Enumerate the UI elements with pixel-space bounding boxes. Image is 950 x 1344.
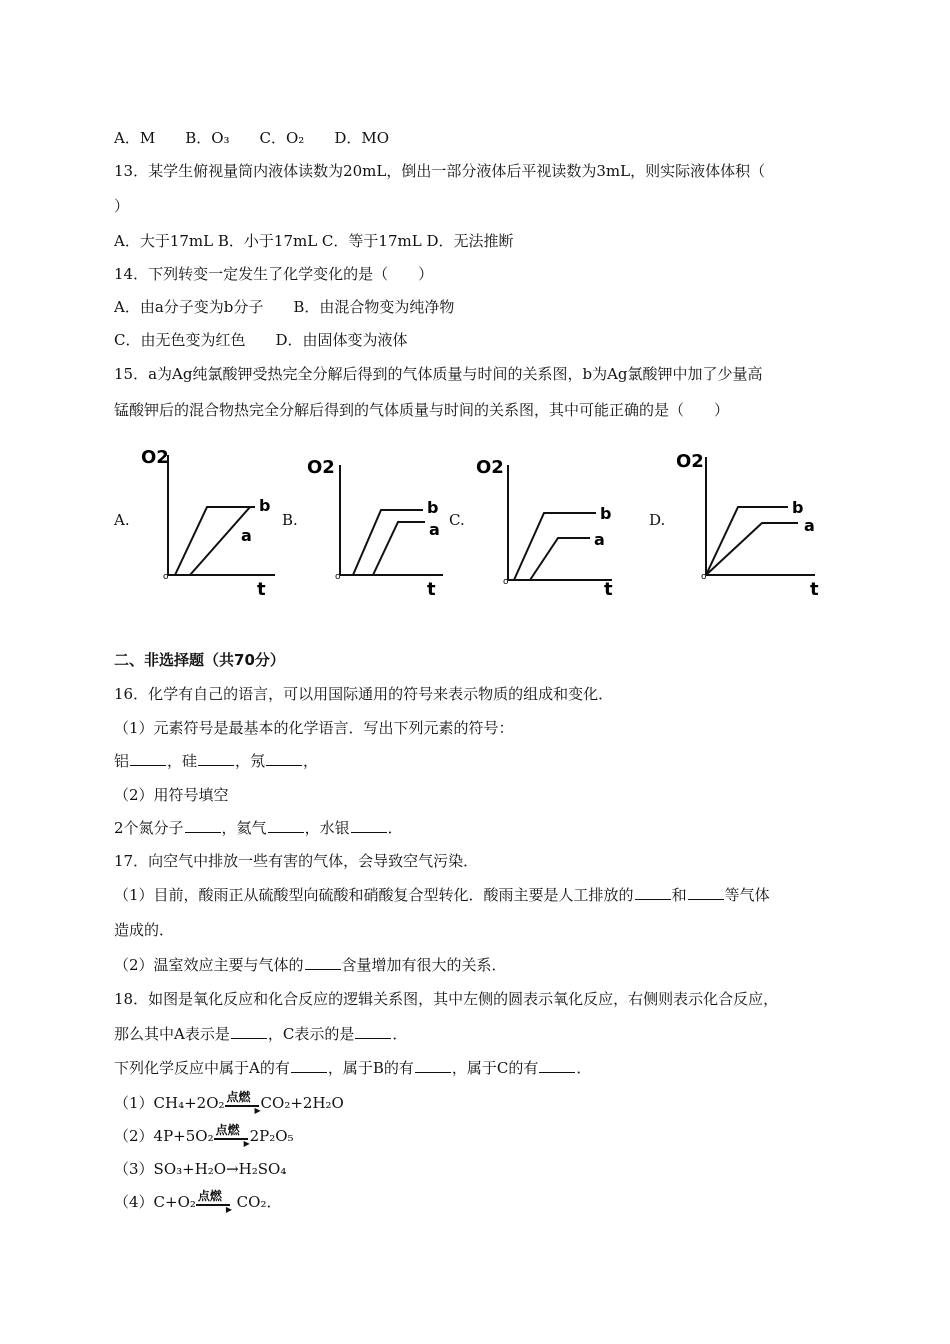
q18-text: ，C表示的是	[267, 1025, 355, 1043]
q18-stem-2	[114, 1024, 407, 1044]
series-b-label: b	[792, 498, 804, 517]
reaction-3: （3）SO₃+H₂O→H₂SO₄	[114, 1160, 287, 1178]
element-ne: ，氖	[235, 752, 266, 770]
origin-label: o	[701, 572, 707, 582]
q15-stem-1: 15．a为Ag纯氯酸钾受热完全分解后得到的气体质量与时间的关系图，b为Ag氯酸钾中加了少量高	[114, 365, 763, 383]
graph-option-d	[670, 435, 825, 600]
q17-p1-text: （1）目前，酸雨正从硫酸型向硫酸和硝酸复合型转化．酸雨主要是人工排放的	[114, 886, 634, 904]
reaction-arrow: 点燃 ▶	[196, 1192, 232, 1212]
origin-label: o	[335, 572, 341, 582]
reaction-1	[114, 1090, 344, 1115]
answer-blank	[355, 1025, 391, 1039]
q18-text: 那么其中A表示是	[114, 1025, 230, 1043]
q17-p2-text: （2）温室效应主要与气体的	[114, 956, 304, 974]
y-axis-label: O2	[476, 457, 504, 478]
answer-blank	[539, 1059, 575, 1073]
reaction-2	[114, 1123, 294, 1148]
series-a-label: a	[804, 516, 815, 535]
q17-p2-text: 含量增加有很大的关系．	[341, 956, 507, 974]
q18-text: 下列化学反应中属于A的有	[114, 1059, 290, 1077]
curve-a	[706, 523, 798, 575]
formula-hg: ，水银	[304, 819, 350, 837]
answer-blank	[268, 819, 304, 833]
x-axis-label: t	[604, 579, 613, 600]
reaction-reactants: （2）4P+5O₂	[114, 1127, 214, 1145]
q16-elements-line	[114, 751, 318, 771]
graph-option-c	[470, 435, 620, 600]
q13-stem: 13．某学生俯视量筒内液体读数为20mL，倒出一部分液体后平视读数为3mL，则实际液体体积（	[114, 162, 766, 180]
q17-p1-text: 和	[671, 886, 687, 904]
punctuation: ，	[303, 752, 319, 770]
formula-n2: 2个氮分子	[114, 819, 184, 837]
q16-formula-line	[114, 818, 403, 838]
series-b-label: b	[600, 504, 612, 523]
q13-options: A．大于17mL B．小于17mL C．等于17mL D．无法推断	[114, 232, 514, 250]
answer-blank	[305, 956, 341, 970]
answer-blank	[635, 886, 671, 900]
x-axis-label: t	[810, 579, 819, 600]
q14-stem: 14．下列转变一定发生了化学变化的是（ ）	[114, 265, 434, 283]
reaction-products: CO₂．	[231, 1193, 282, 1211]
option-d-label: D.	[649, 511, 666, 529]
curve-b	[514, 513, 596, 580]
q18-text: ，属于B的有	[327, 1059, 414, 1077]
y-axis-label: O2	[307, 457, 335, 478]
option-c-label: C.	[449, 511, 465, 529]
q16-part1: （1）元素符号是最基本的化学语言．写出下列元素的符号：	[114, 719, 514, 737]
q17-part1-end: 造成的．	[114, 921, 175, 939]
q17-p1-text: 等气体	[724, 886, 770, 904]
q17-stem: 17．向空气中排放一些有害的气体，会导致空气污染．	[114, 852, 479, 870]
section-title: 二、非选择题（共70分）	[114, 651, 285, 669]
answer-blank	[130, 752, 166, 766]
series-a-label: a	[429, 520, 440, 539]
q14-options-1: A．由a分子变为b分子 B．由混合物变为纯净物	[114, 298, 455, 316]
option-b-label: B.	[282, 511, 298, 529]
q18-stem-3	[114, 1058, 591, 1078]
answer-blank	[231, 1025, 267, 1039]
q18-text: ．	[392, 1025, 408, 1043]
q17-part1	[114, 885, 770, 905]
q18-text: ．	[576, 1059, 592, 1077]
answer-blank	[185, 819, 221, 833]
q17-part2	[114, 955, 507, 975]
reaction-products: CO₂+2H₂O	[260, 1094, 344, 1112]
series-b-label: b	[259, 496, 271, 515]
reaction-products: 2P₂O₅	[249, 1127, 294, 1145]
q12-options: A．M B．O₃ C．O₂ D．MO	[114, 129, 389, 147]
reaction-4	[114, 1189, 282, 1214]
condition-label: 点燃	[215, 1123, 240, 1137]
origin-label: o	[503, 577, 509, 587]
y-axis-label: O2	[141, 447, 169, 468]
series-b-label: b	[427, 498, 439, 517]
series-a-label: a	[594, 530, 605, 549]
x-axis-label: t	[257, 579, 266, 600]
reaction-arrow: 点燃 ▶	[225, 1093, 261, 1113]
q13-stem-end: ）	[114, 197, 130, 215]
reaction-reactants: （1）CH₄+2O₂	[114, 1094, 225, 1112]
answer-blank	[291, 1059, 327, 1073]
curve-a	[373, 522, 425, 575]
formula-he: ，氦气	[221, 819, 267, 837]
condition-label: 点燃	[197, 1189, 222, 1203]
origin-label: o	[163, 572, 169, 582]
answer-blank	[351, 819, 387, 833]
y-axis-label: O2	[676, 451, 704, 472]
q14-options-2: C．由无色变为红色 D．由固体变为液体	[114, 331, 408, 349]
x-axis-label: t	[427, 579, 436, 600]
reaction-arrow: 点燃 ▶	[214, 1126, 250, 1146]
q15-stem-2: 锰酸钾后的混合物热完全分解后得到的气体质量与时间的关系图，其中可能正确的是（ ）	[114, 401, 730, 419]
element-al: 铝	[114, 752, 130, 770]
answer-blank	[266, 752, 302, 766]
q18-stem-1: 18．如图是氧化反应和化合反应的逻辑关系图，其中左侧的圆表示氧化反应，右侧则表示化合反应，	[114, 990, 779, 1008]
graph-option-a	[135, 435, 285, 600]
reaction-reactants: （4）C+O₂	[114, 1193, 196, 1211]
q18-text: ，属于C的有	[451, 1059, 539, 1077]
answer-blank	[198, 752, 234, 766]
answer-blank	[688, 886, 724, 900]
condition-label: 点燃	[226, 1090, 251, 1104]
graph-option-b	[303, 435, 453, 600]
punctuation: ．	[387, 819, 403, 837]
q16-part2: （2）用符号填空	[114, 786, 229, 804]
option-a-label: A.	[114, 511, 130, 529]
series-a-label: a	[241, 526, 252, 545]
q16-stem: 16．化学有自己的语言，可以用国际通用的符号来表示物质的组成和变化．	[114, 685, 614, 703]
answer-blank	[415, 1059, 451, 1073]
element-si: ，硅	[167, 752, 198, 770]
curve-a	[530, 538, 590, 580]
